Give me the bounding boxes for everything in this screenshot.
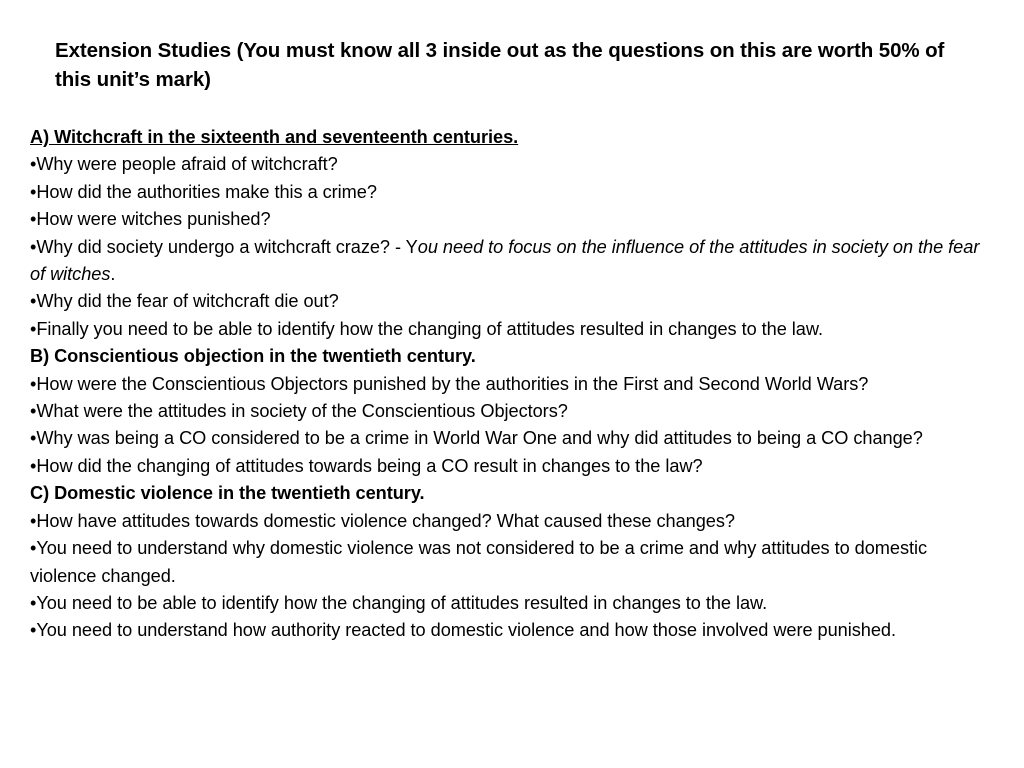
bullet-item: •How did the changing of attitudes towards being a CO result in changes to the law? bbox=[30, 455, 703, 476]
bullet-item: •You need to be able to identify how the changing of attitudes resulted in changes to the law. bbox=[30, 592, 768, 613]
section-a-heading: A) Witchcraft in the sixteenth and seventeenth centuries. bbox=[30, 127, 519, 147]
slide-title: Extension Studies (You must know all 3 inside out as the questions on this are worth 50% of this unit’s mark) bbox=[55, 39, 945, 91]
bullet-item: •You need to understand why domestic violence was not considered to be a crime and why attitudes to domestic violence changed. bbox=[30, 538, 928, 586]
bullet-item: •You need to understand how authority reacted to domestic violence and how those involved were punished. bbox=[30, 620, 896, 641]
bullet-item: •Why were people afraid of witchcraft? bbox=[30, 154, 338, 175]
section-c-heading: C) Domestic violence in the twentieth century. bbox=[30, 483, 425, 504]
bullet-item: •How were the Conscientious Objectors punished by the authorities in the First and Second World Wars? bbox=[30, 373, 869, 394]
bullet-item: •How were witches punished? bbox=[30, 209, 271, 230]
bullet-item-mixed bbox=[30, 234, 998, 289]
bullet-item: •What were the attitudes in society of the Conscientious Objectors? bbox=[30, 401, 568, 422]
bullet-item: •Finally you need to be able to identify how the changing of attitudes resulted in changes to the law. bbox=[30, 318, 823, 339]
bullet-punct: . bbox=[110, 264, 116, 285]
bullet-item: •How have attitudes towards domestic violence changed? What caused these changes? bbox=[30, 510, 735, 531]
bullet-item: •Why was being a CO considered to be a crime in World War One and why did attitudes to being a CO change? bbox=[30, 428, 923, 449]
slide-body bbox=[30, 124, 998, 645]
bullet-text: •Why did society undergo a witchcraft craze? - Y bbox=[30, 236, 418, 257]
bullet-emphasis: ou need to focus on the influence of the attitudes in society on the fear of witches bbox=[30, 236, 980, 285]
section-b-heading: B) Conscientious objection in the twentieth century. bbox=[30, 346, 476, 367]
bullet-item: •Why did the fear of witchcraft die out? bbox=[30, 291, 339, 312]
bullet-item: •How did the authorities make this a crime? bbox=[30, 181, 377, 202]
